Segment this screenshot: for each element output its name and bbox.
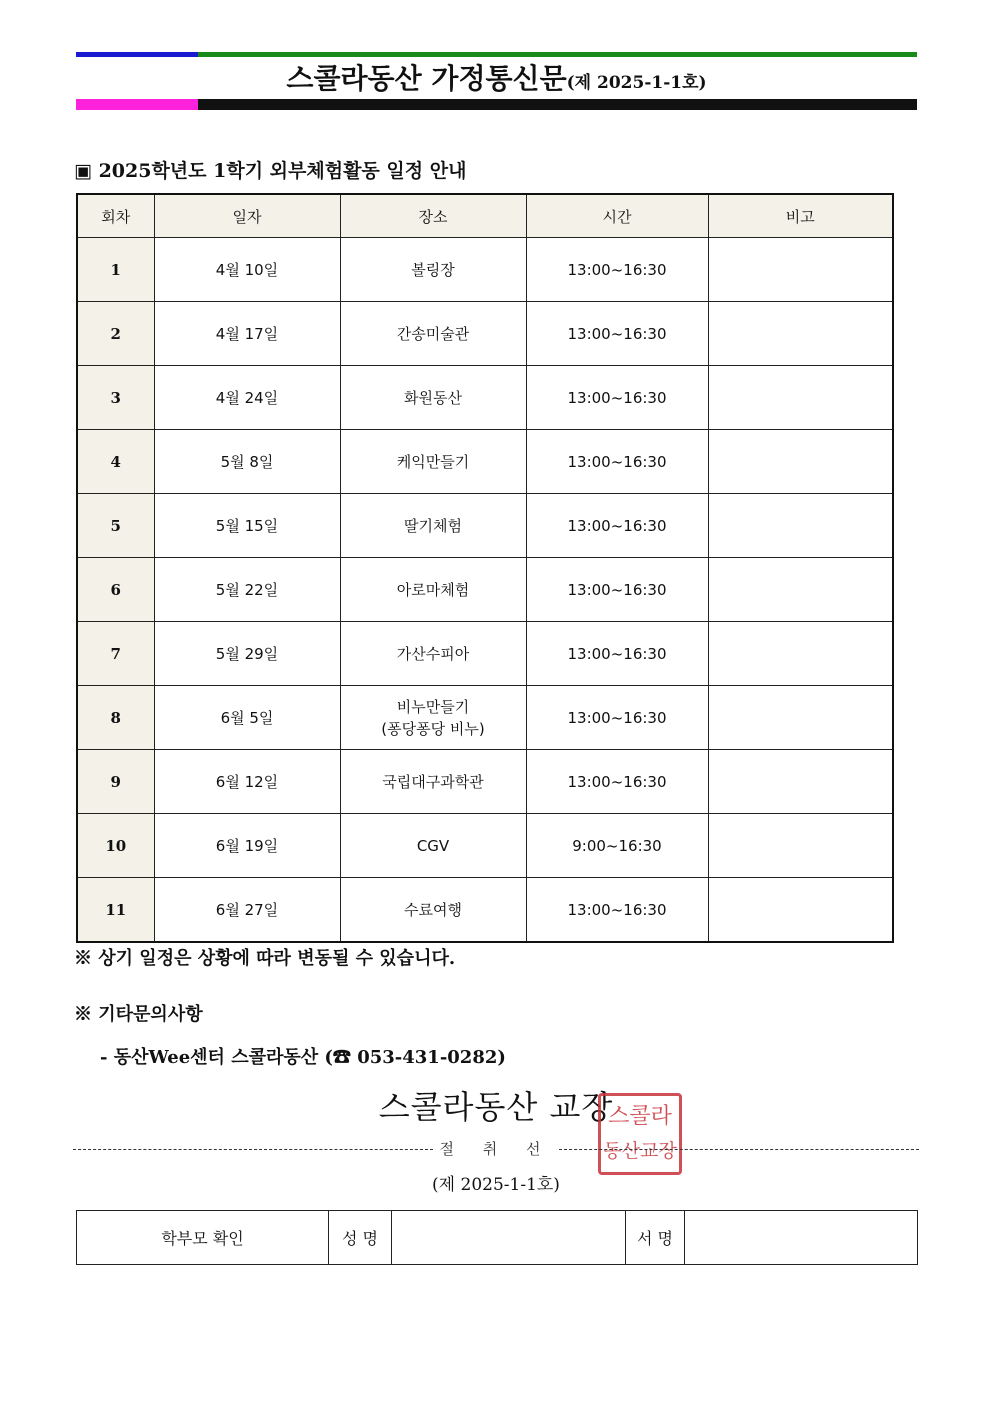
parent-confirm-table	[76, 1210, 918, 1265]
cell-remarks	[708, 814, 893, 878]
cell-place: 케익만들기	[340, 430, 526, 494]
cut-line-dash-left	[73, 1149, 433, 1150]
cell-time: 13:00~16:30	[526, 494, 708, 558]
cell-date: 6월 5일	[154, 686, 340, 750]
cell-date: 5월 29일	[154, 622, 340, 686]
column-header-round: 회차	[77, 194, 154, 238]
seal-text-line1: 스콜라	[608, 1104, 672, 1129]
cell-round: 9	[77, 750, 154, 814]
table-header-row	[77, 194, 893, 238]
cell-place: 딸기체험	[340, 494, 526, 558]
cell-date: 5월 22일	[154, 558, 340, 622]
parent-confirm-label: 학부모 확인	[77, 1211, 329, 1265]
cell-date: 4월 10일	[154, 238, 340, 302]
bottom-bar-black	[198, 99, 917, 110]
cell-date: 5월 15일	[154, 494, 340, 558]
cell-round: 2	[77, 302, 154, 366]
title-issue-number: (제 2025-1-1호)	[566, 73, 707, 93]
title-text: 스콜라동산 가정통신문	[286, 62, 567, 95]
cell-time: 13:00~16:30	[526, 750, 708, 814]
cell-remarks	[708, 558, 893, 622]
cell-time: 13:00~16:30	[526, 558, 708, 622]
column-header-date: 일자	[154, 194, 340, 238]
cell-place: 화원동산	[340, 366, 526, 430]
seal-text-line2: 동산교장	[603, 1140, 677, 1162]
cut-line-dash-right	[559, 1149, 919, 1150]
cell-remarks	[708, 622, 893, 686]
page-title	[76, 60, 917, 102]
contact-line: - 동산Wee센터 스콜라동산 (☎ 053-431-0282)	[100, 1047, 506, 1068]
cell-place: 국립대구과학관	[340, 750, 526, 814]
cell-date: 6월 19일	[154, 814, 340, 878]
official-seal-stamp	[598, 1093, 682, 1175]
cell-round: 4	[77, 430, 154, 494]
cell-remarks	[708, 686, 893, 750]
signature-field[interactable]	[685, 1211, 918, 1265]
cell-place: 수료여행	[340, 878, 526, 943]
cell-date: 6월 12일	[154, 750, 340, 814]
cell-date: 5월 8일	[154, 430, 340, 494]
top-bar-green	[198, 52, 917, 57]
inquiry-heading: ※ 기타문의사항	[74, 1004, 203, 1025]
cell-time: 13:00~16:30	[526, 366, 708, 430]
cell-remarks	[708, 302, 893, 366]
cell-time: 13:00~16:30	[526, 302, 708, 366]
cell-place: 가산수피아	[340, 622, 526, 686]
cell-date: 6월 27일	[154, 878, 340, 943]
cell-date: 4월 24일	[154, 366, 340, 430]
cell-round: 6	[77, 558, 154, 622]
section-heading: ▣ 2025학년도 1학기 외부체험활동 일정 안내	[74, 160, 467, 182]
cell-round: 8	[77, 686, 154, 750]
table-row	[77, 750, 893, 814]
cell-time: 13:00~16:30	[526, 686, 708, 750]
cutoff-issue-number: (제 2025-1-1호)	[432, 1175, 560, 1195]
cell-place-line1: 비누만들기	[396, 697, 470, 716]
cell-remarks	[708, 366, 893, 430]
column-header-remarks: 비고	[708, 194, 893, 238]
column-header-time: 시간	[526, 194, 708, 238]
cell-round: 10	[77, 814, 154, 878]
cell-round: 3	[77, 366, 154, 430]
table-row	[77, 302, 893, 366]
cell-round: 11	[77, 878, 154, 943]
name-label: 성 명	[329, 1211, 392, 1265]
table-row	[77, 878, 893, 943]
cell-place: 아로마체험	[340, 558, 526, 622]
schedule-change-note: ※ 상기 일정은 상황에 따라 변동될 수 있습니다.	[74, 948, 456, 969]
cell-time: 13:00~16:30	[526, 430, 708, 494]
table-row	[77, 686, 893, 750]
cell-round: 1	[77, 238, 154, 302]
cell-time: 13:00~16:30	[526, 878, 708, 943]
cell-time: 9:00~16:30	[526, 814, 708, 878]
cell-place-line2: (퐁당퐁당 비누)	[381, 719, 485, 738]
cell-time: 13:00~16:30	[526, 238, 708, 302]
top-bar-blue	[76, 52, 198, 57]
table-row	[77, 366, 893, 430]
cell-date: 4월 17일	[154, 302, 340, 366]
cell-remarks	[708, 238, 893, 302]
cut-line-label: 절 취 선	[439, 1140, 553, 1158]
cell-remarks	[708, 750, 893, 814]
principal-signature: 스콜라동산 교장	[378, 1088, 614, 1126]
table-row	[77, 622, 893, 686]
table-row	[77, 430, 893, 494]
cell-time: 13:00~16:30	[526, 622, 708, 686]
cell-place: 간송미술관	[340, 302, 526, 366]
bottom-bar-magenta	[76, 99, 198, 110]
cell-place: CGV	[340, 814, 526, 878]
cell-remarks	[708, 430, 893, 494]
table-row	[77, 238, 893, 302]
table-row	[77, 494, 893, 558]
column-header-place: 장소	[340, 194, 526, 238]
name-field[interactable]	[392, 1211, 626, 1265]
cut-line	[72, 1138, 920, 1159]
table-row	[77, 558, 893, 622]
cell-round: 5	[77, 494, 154, 558]
table-row	[77, 814, 893, 878]
cell-remarks	[708, 494, 893, 558]
cell-place: 볼링장	[340, 238, 526, 302]
cell-remarks	[708, 878, 893, 943]
cell-place	[340, 686, 526, 750]
signature-label: 서 명	[626, 1211, 685, 1265]
schedule-table	[76, 193, 894, 943]
cell-round: 7	[77, 622, 154, 686]
confirm-row	[77, 1211, 918, 1265]
